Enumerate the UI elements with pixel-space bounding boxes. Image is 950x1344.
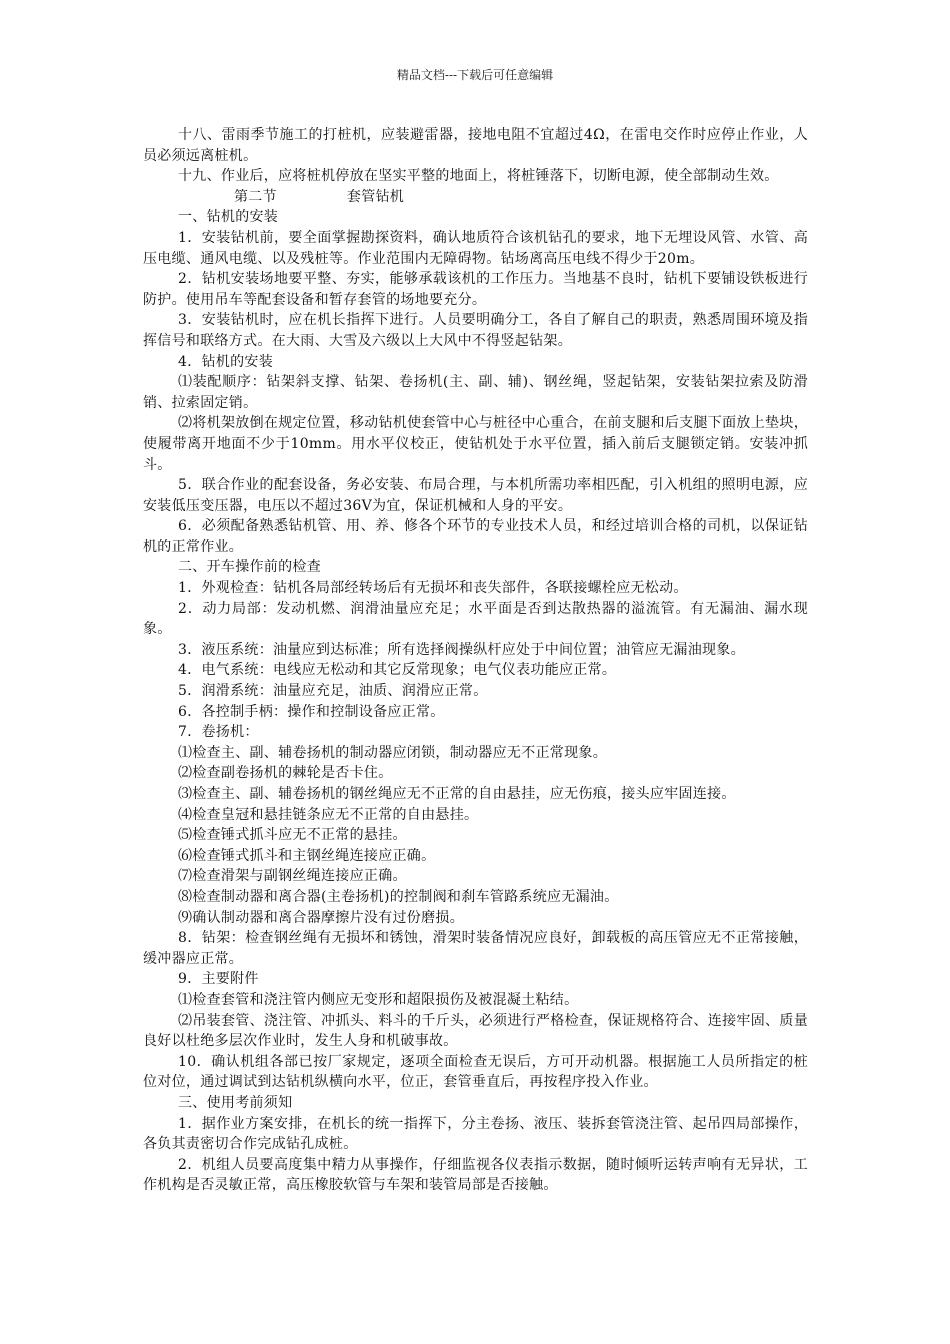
paragraph: 8．钻架：检查钢丝绳有无损坏和锈蚀，滑架时装备情况应良好，卸载板的高压管应无不正常接触，缓冲器应正常。: [143, 930, 808, 967]
section-title: [143, 187, 808, 208]
paragraph: ⑴检查套管和浇注管内侧应无变形和超限损伤及被混凝土粘结。: [178, 991, 579, 1008]
paragraph: ⑼确认制动器和离合器摩擦片没有过份磨损。: [178, 909, 464, 926]
paragraph: ⑺检查滑架与副钢丝绳连接应正确。: [178, 868, 407, 885]
paragraph: ⑵检查副卷扬机的棘轮是否卡住。: [178, 765, 393, 782]
paragraph: ⑷检查皇冠和悬挂链条应无不正常的自由悬挂。: [178, 806, 479, 823]
paragraph: 9．主要附件: [178, 971, 259, 988]
paragraph: 1．据作业方案安排，在机长的统一指挥下，分主卷扬、液压、装拆套管浇注管、起吊四局部操作，各负其责密切合作完成钻孔成桩。: [143, 1115, 808, 1153]
paragraph: 3．安装钻机时，应在机长指挥下进行。人员要明确分工，各自了解自己的职责，熟悉周围环境及指挥信号和联络方式。在大雨、大雪及六级以上大风中不得竖起钻架。: [143, 312, 808, 349]
paragraph: 4．钻机的安装: [178, 353, 274, 370]
page-header: 精品文档---下载后可任意编辑: [396, 68, 554, 82]
paragraph: 2．动力局部：发动机燃、润滑油量应充足；水平面是否到达散热器的溢流管。有无漏油、漏水现象。: [143, 600, 808, 638]
paragraph: 1．安装钻机前，要全面掌握勘探资料，确认地质符合该机钻孔的要求，地下无埋设风管、水管、高压电缆、通风电缆、以及残桩等。作业范围内无障碍物。钻场离高压电线不得少于20m。: [143, 229, 808, 267]
paragraph: 3．液压系统：油量应到达标准；所有选择阀操纵杆应处于中间位置；油管应无漏油现象。: [178, 641, 745, 658]
paragraph: 十八、雷雨季节施工的打桩机，应装避雷器，接地电阻不宜超过4Ω，在雷电交作时应停止作业，人员必须远离桩机。: [143, 127, 808, 164]
paragraph: ⑹检查锤式抓斗和主钢丝绳连接应正确。: [178, 847, 436, 864]
paragraph: 10．确认机组各部已按厂家规定，逐项全面检查无误后，方可开动机器。根据施工人员所指定的桩位对位，通过调试到达钻机纵横向水平，位正，套管垂直后，再按程序投入作业。: [143, 1053, 808, 1091]
paragraph: 5．润滑系统：油量应充足，油质、润滑应正常。: [178, 683, 488, 700]
paragraph: 2．机组人员要高度集中精力从事操作，仔细监视各仪表指示数据，随时倾听运转声响有无异状，工作机构是否灵敏正常，高压橡胶软管与车架和装管局部是否接触。: [143, 1156, 808, 1194]
paragraph: 7．卷扬机：: [178, 724, 259, 741]
paragraph: ⑶检查主、副、辅卷扬机的钢丝绳应无不正常的自由悬挂，应无伤痕，接头应牢固连接。: [178, 786, 736, 802]
heading: 一、钻机的安装: [178, 209, 279, 226]
section-number: 第二节: [234, 188, 277, 205]
paragraph: ⑴装配顺序：钻架斜支撑、钻架、卷扬机(主、副、辅)、钢丝绳，竖起钻架，安装钻架拉索及防滑销、拉索固定销。: [143, 374, 808, 411]
paragraph: 2．钻机安装场地要平整、夯实，能够承载该机的工作压力。当地基不良时，钻机下要铺设铁板进行防护。使用吊车等配套设备和暂存套管的场地要充分。: [143, 271, 808, 308]
paragraph: 6．各控制手柄：操作和控制设备应正常。: [178, 703, 445, 720]
paragraph: 6．必须配备熟悉钻机管、用、养、修各个环节的专业技术人员，和经过培训合格的司机，以保证钻机的正常作业。: [143, 518, 808, 555]
paragraph: 5．联合作业的配套设备，务必安装、布局合理，与本机所需功率相匹配，引入机组的照明电源，应安装低压变压器，电压以不超过36V为宜，保证机械和人身的平安。: [143, 477, 808, 514]
section-name: 套管钻机: [346, 188, 405, 205]
heading: 三、使用考前须知: [178, 1094, 293, 1111]
paragraph: ⑵吊装套管、浇注管、冲抓头、料斗的千斤头，必须进行严格检查，保证规格符合、连接牢固、质量良好以杜绝多层次作业时，发生人身和机破事故。: [143, 1012, 808, 1050]
paragraph: 4．电气系统：电线应无松动和其它反常现象；电气仪表功能应正常。: [178, 662, 617, 679]
document-body: [143, 125, 808, 1196]
paragraph: 十九、作业后，应将桩机停放在坚实平整的地面上，将桩锤落下，切断电源，使全部制动生效。: [178, 168, 779, 185]
paragraph: 1．外观检查：钻机各局部经转场后有无损坏和丧失部件，各联接螺栓应无松动。: [178, 580, 688, 597]
paragraph: ⑻检查制动器和离合器(主卷扬机)的控制阀和刹车管路系统应无漏油。: [178, 888, 619, 905]
paragraph: ⑵将机架放倒在规定位置，移动钻机使套管中心与桩径中心重合，在前支腿和后支腿下面放上垫块，使履带离开地面不少于10mm。用水平仪校正，使钻机处于水平位置，插入前后支腿锁定销。安装冲抓斗。: [143, 415, 808, 473]
paragraph: ⑸检查锤式抓斗应无不正常的悬挂。: [178, 827, 407, 844]
paragraph: ⑴检查主、副、辅卷扬机的制动器应闭锁，制动器应无不正常现象。: [178, 744, 607, 761]
heading: 二、开车操作前的检查: [178, 559, 321, 576]
